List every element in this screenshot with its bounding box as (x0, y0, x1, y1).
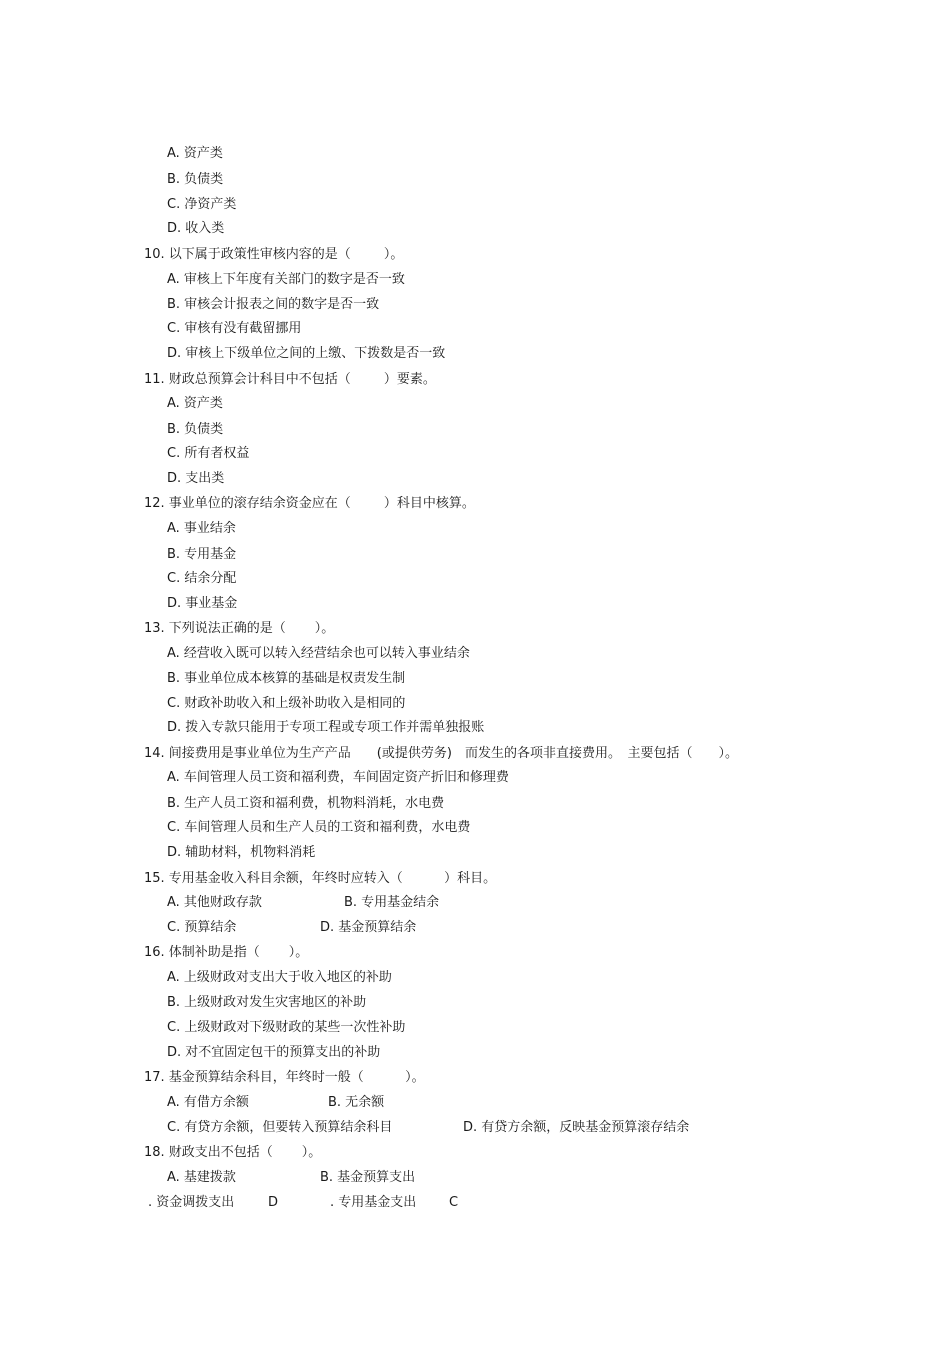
q10-option-d: D. 审核上下级单位之间的上缴、下拨数是否一致 (167, 346, 446, 361)
q16-option-b: B. 上级财政对发生灾害地区的补助 (167, 995, 367, 1010)
question-11: 11. 财政总预算会计科目中不包括（ ）要素。 (144, 372, 436, 387)
question-13: 13. 下列说法正确的是（ ）。 (144, 621, 335, 636)
q15-option-d: D. 基金预算结余 (320, 920, 417, 935)
option-d: D. 收入类 (167, 221, 225, 236)
q15-option-a: A. 其他财政存款 (167, 895, 262, 910)
q10-option-c: C. 审核有没有截留挪用 (167, 321, 302, 336)
q11-option-a: A. 资产类 (167, 396, 223, 411)
q12-option-a: A. 事业结余 (167, 521, 236, 536)
question-18: 18. 财政支出不包括（ ）。 (144, 1145, 322, 1160)
q12-option-d: D. 事业基金 (167, 596, 238, 611)
q11-option-b: B. 负债类 (167, 422, 224, 437)
q17-option-c: C. 有贷方余额，但要转入预算结余科目 (167, 1120, 393, 1135)
q13-option-b: B. 事业单位成本核算的基础是权责发生制 (167, 671, 406, 686)
q11-option-d: D. 支出类 (167, 471, 225, 486)
question-14: 14. 间接费用是事业单位为生产产品 (或提供劳务) 而发生的各项非直接费用。 主要包括（ ）。 (144, 746, 738, 761)
option-b: B. 负债类 (167, 172, 224, 187)
q17-option-d: D. 有贷方余额，反映基金预算滚存结余 (463, 1120, 690, 1135)
q18-option-b: B. 基金预算支出 (320, 1170, 416, 1185)
q17-option-b: B. 无余额 (328, 1095, 385, 1110)
q17-option-a: A. 有借方余额 (167, 1095, 249, 1110)
q14-option-b: B. 生产人员工资和福利费，机物料消耗，水电费 (167, 796, 445, 811)
option-c: C. 净资产类 (167, 197, 237, 212)
q16-option-d: D. 对不宜固定包干的预算支出的补助 (167, 1045, 381, 1060)
q13-option-d: D. 拨入专款只能用于专项工程或专项工作并需单独报账 (167, 720, 485, 735)
question-10: 10. 以下属于政策性审核内容的是（ ）。 (144, 247, 404, 262)
question-16: 16. 体制补助是指（ ）。 (144, 945, 309, 960)
q13-option-c: C. 财政补助收入和上级补助收入是相同的 (167, 696, 406, 711)
q18-option-a: A. 基建拨款 (167, 1170, 236, 1185)
q16-option-c: C. 上级财政对下级财政的某些一次性补助 (167, 1020, 406, 1035)
q14-option-d: D. 辅助材料，机物料消耗 (167, 845, 316, 860)
q14-option-a: A. 车间管理人员工资和福利费，车间固定资产折旧和修理费 (167, 770, 509, 785)
question-17: 17. 基金预算结余科目，年终时一般（ ）。 (144, 1070, 425, 1085)
q18-fragment-3: . 专用基金支出 (330, 1195, 417, 1210)
q18-fragment-4: C (449, 1195, 459, 1210)
q11-option-c: C. 所有者权益 (167, 446, 250, 461)
q10-option-a: A. 审核上下年度有关部门的数字是否一致 (167, 272, 405, 287)
q12-option-b: B. 专用基金 (167, 547, 237, 562)
q14-option-c: C. 车间管理人员和生产人员的工资和福利费，水电费 (167, 820, 471, 835)
q15-option-c: C. 预算结余 (167, 920, 237, 935)
q15-option-b: B. 专用基金结余 (344, 895, 440, 910)
q18-fragment-1: . 资金调拨支出 (148, 1195, 235, 1210)
question-12: 12. 事业单位的滚存结余资金应在（ ）科目中核算。 (144, 496, 475, 511)
q12-option-c: C. 结余分配 (167, 571, 237, 586)
option-a: A. 资产类 (167, 146, 223, 161)
q16-option-a: A. 上级财政对支出大于收入地区的补助 (167, 970, 392, 985)
q13-option-a: A. 经营收入既可以转入经营结余也可以转入事业结余 (167, 646, 470, 661)
q18-fragment-2: D (268, 1195, 279, 1210)
q10-option-b: B. 审核会计报表之间的数字是否一致 (167, 297, 380, 312)
question-15: 15. 专用基金收入科目余额，年终时应转入（ ）科目。 (144, 871, 497, 886)
